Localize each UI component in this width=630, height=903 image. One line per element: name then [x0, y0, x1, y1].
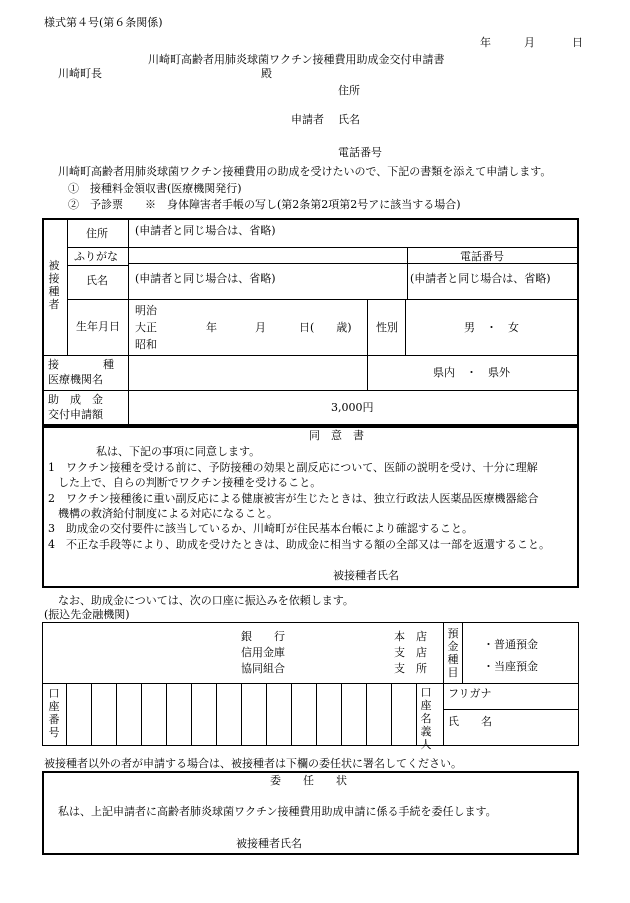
recipient-phone-hint: (申請者と同じ場合は、省略)	[410, 272, 551, 285]
date-day-label: 日	[572, 36, 583, 49]
date-month-label: 月	[524, 36, 535, 49]
holder-furigana-label: フリガナ	[448, 687, 492, 700]
holder-name-label: 氏 名	[448, 715, 492, 728]
addressee: 川崎町長	[58, 67, 102, 80]
intro-text: 川崎町高齢者用肺炎球菌ワクチン接種費用の助成を受けたいので、下記の書類を添えて申請します。	[58, 165, 552, 178]
birth-year-label: 年	[206, 321, 217, 334]
consent-item-3: 3 助成金の交付要件に該当しているか、川崎町が住民基本台帳により確認すること。	[48, 522, 473, 535]
era-showa: 昭和	[135, 338, 157, 351]
consent-item-2: 2 ワクチン接種後に重い副反応による健康被害が生じたときは、独立行政法人医薬品医療機器総合	[48, 492, 539, 505]
clinic-label-1: 接 種	[48, 358, 114, 371]
branch-type-2: 支 店	[394, 646, 427, 659]
bank-type-3: 協同組合	[241, 662, 285, 675]
clinic-label-2: 医療機関名	[48, 373, 103, 386]
deposit-current-option: ・当座預金	[483, 660, 538, 673]
recipient-address-label: 住所	[86, 227, 108, 240]
form-number: 様式第４号(第６条関係)	[44, 16, 163, 29]
gender-options: 男 ・ 女	[464, 321, 519, 334]
bank-section-label: (振込先金融機関)	[44, 608, 130, 621]
recipient-phone-label: 電話番号	[460, 250, 504, 263]
era-taisho: 大正	[135, 321, 157, 334]
deposit-type-label: 預金種目	[447, 627, 459, 679]
consent-title: 同 意 書	[309, 429, 364, 442]
applicant-label: 申請者	[291, 113, 324, 126]
applicant-name-label: 氏名	[338, 113, 360, 126]
attached-doc-1: ① 接種料金領収書(医療機関発行)	[68, 182, 242, 195]
recipient-furigana-label: ふりがな	[74, 250, 118, 263]
delegation-signature-label: 被接種者氏名	[236, 837, 302, 850]
attached-doc-2: ② 予診票 ※ 身体障害者手帳の写し(第2条第2項第2号アに該当する場合)	[68, 198, 461, 211]
consent-intro: 私は、下記の事項に同意します。	[96, 445, 261, 458]
gender-label: 性別	[376, 321, 398, 334]
applicant-phone-label: 電話番号	[338, 146, 382, 159]
era-meiji: 明治	[135, 304, 157, 317]
consent-item-4: 4 不正な手段等により、助成を受けたときは、助成金に相当する額の全部又は一部を返還すること。	[48, 538, 550, 551]
recipient-name-label: 氏名	[86, 274, 108, 287]
amount-label-2: 交付申請額	[48, 408, 103, 421]
clinic-location-options: 県内 ・ 県外	[433, 366, 510, 379]
bank-request-text: なお、助成金については、次の口座に振込みを依頼します。	[58, 594, 354, 607]
consent-item-2-cont: 機構の救済給付制度による対応になること。	[58, 507, 278, 520]
delegation-title: 委 任 状	[270, 774, 347, 787]
delegation-text: 私は、上記申請者に高齢者肺炎球菌ワクチン接種費用助成申請に係る手続を委任します。	[58, 805, 497, 818]
applicant-address-label: 住所	[338, 84, 360, 97]
bank-type-2: 信用金庫	[241, 646, 285, 659]
form-title: 川崎町高齢者用肺炎球菌ワクチン接種費用助成金交付申請書	[148, 53, 445, 66]
consent-item-1: 1 ワクチン接種を受ける前に、予防接種の効果と副反応について、医師の説明を受け、十分に理解	[48, 461, 538, 474]
delegation-note: 被接種者以外の者が申請する場合は、被接種者は下欄の委任状に署名してください。	[44, 757, 462, 770]
branch-type-3: 支 所	[394, 662, 427, 675]
branch-type-1: 本 店	[394, 630, 427, 643]
birth-month-label: 月	[255, 321, 266, 334]
account-number-label: 口座番号	[48, 687, 60, 739]
consent-item-1-cont: した上で、自らの判断でワクチン接種を受けること。	[58, 476, 322, 489]
amount-value: 3,000円	[331, 401, 374, 414]
bank-type-1: 銀 行	[241, 630, 285, 643]
date-year-label: 年	[480, 36, 491, 49]
recipient-section-label: 被接種者	[48, 259, 60, 311]
honorific: 殿	[261, 67, 272, 80]
deposit-ordinary-option: ・普通預金	[483, 638, 538, 651]
recipient-name-hint: (申請者と同じ場合は、省略)	[135, 272, 276, 285]
recipient-address-hint: (申請者と同じ場合は、省略)	[135, 224, 276, 237]
birth-day-age-label: 日( 歳)	[299, 321, 352, 334]
birthdate-label: 生年月日	[76, 320, 120, 333]
amount-label-1: 助 成 金	[48, 393, 103, 406]
consent-signature-label: 被接種者氏名	[333, 569, 399, 582]
account-holder-label: 口座名義人	[420, 686, 432, 751]
